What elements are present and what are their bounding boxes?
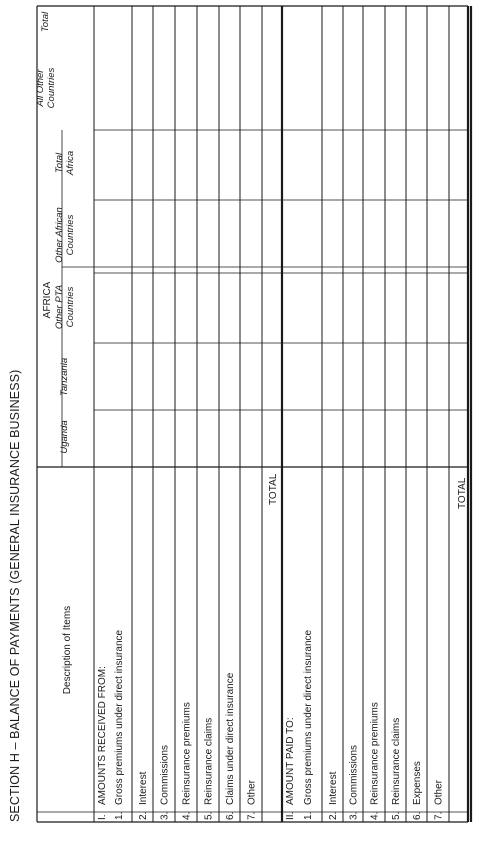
column-header-4-1: Africa	[65, 150, 76, 176]
received-row-label-2: Commissions	[159, 744, 171, 805]
paid-row-num-1: 2.	[328, 811, 339, 820]
received-row-num-2: 3.	[159, 811, 171, 820]
received-row-label-1: Interest	[138, 771, 149, 805]
received-row-label-0: Gross premiums under direct insurance	[114, 629, 125, 805]
column-header-3-0: Other African	[54, 207, 65, 263]
paid-row-num-3: 4.	[369, 811, 381, 820]
column-header-5-1: Countries	[46, 67, 57, 109]
paid-row-num-0: 1.	[303, 811, 314, 820]
column-header-5-0: All Other	[35, 69, 46, 107]
received-row-label-5: Claims under direct insurance	[225, 672, 236, 805]
africa-header: AFRICA	[42, 281, 53, 319]
paid-row-label-1: Interest	[328, 771, 339, 805]
received-row-num-5: 6.	[225, 811, 236, 820]
received-row-label-3: Reinsurance premiums	[181, 702, 193, 805]
column-header-2-0: Other PTA	[54, 284, 65, 330]
paid-row-num-2: 3.	[348, 811, 360, 820]
paid-row-label-6: Other	[433, 779, 445, 805]
paid-row-label-0: Gross premiums under direct insurance	[303, 629, 314, 805]
paid-row-num-4: 5.	[391, 811, 402, 820]
column-header-4-0: Total	[54, 152, 65, 174]
paid-row-label-5: Expenses	[412, 761, 423, 805]
paid-row-label-3: Reinsurance premiums	[369, 702, 381, 805]
paid-row-label-2: Commissions	[348, 744, 360, 805]
received-total-label: TOTAL	[268, 473, 279, 505]
received-row-num-1: 2.	[138, 811, 149, 820]
column-header-0-0: Uganda	[59, 420, 70, 454]
section-ii-heading: AMOUNT PAID TO:	[285, 717, 296, 805]
received-row-label-4: Reinsurance claims	[203, 717, 215, 805]
section-i-heading: AMOUNTS RECEIVED FROM:	[97, 666, 108, 805]
section-i-numeral: I.	[97, 814, 108, 820]
received-row-num-4: 5.	[203, 811, 215, 820]
paid-row-num-6: 7.	[433, 811, 445, 820]
section-title: SECTION H – BALANCE OF PAYMENTS (GENERAL INSURANCE BUSINESS)	[8, 369, 22, 822]
section-ii-numeral: II.	[285, 811, 296, 820]
paid-row-label-4: Reinsurance claims	[391, 717, 402, 805]
column-header-6-0: Total	[40, 11, 51, 33]
description-header: Description of Items	[62, 605, 73, 695]
received-row-num-3: 4.	[181, 811, 193, 820]
column-header-3-1: Countries	[65, 214, 76, 256]
paid-total-label: TOTAL	[457, 477, 468, 509]
received-row-num-0: 1.	[114, 811, 125, 820]
paid-row-num-5: 6.	[412, 811, 423, 820]
column-header-2-1: Countries	[65, 286, 76, 328]
received-row-label-6: Other	[246, 779, 258, 805]
received-row-num-6: 7.	[246, 811, 258, 820]
column-header-1-0: Tanzania	[59, 357, 70, 397]
